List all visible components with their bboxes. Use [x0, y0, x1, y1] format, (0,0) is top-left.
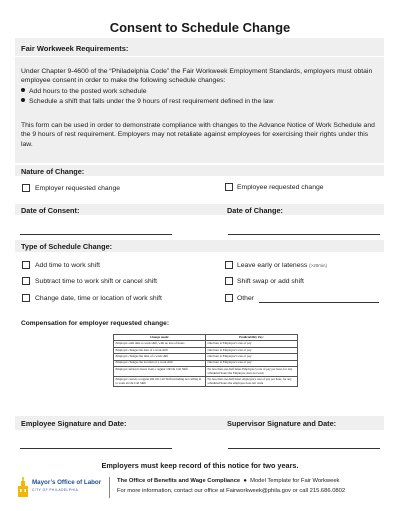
change-date-checkbox[interactable]: [22, 294, 30, 302]
date-of-change-label: Date of Change:: [227, 206, 283, 215]
table-cell: Employer subtracts hours from a regular OR On Call Shift: [114, 366, 206, 376]
requirements-bullet-1: [21, 87, 147, 96]
nature-label: Nature of Change:: [21, 167, 85, 176]
leave-early-note: (>20min): [309, 263, 328, 268]
requirements-paragraph-2: This form can be used in order to demonstrate compliance with changes to the Advance Notice of Work Schedule and the 9 hours of rest requirement. Employers may not retaliate against employees for exercising their rights under this law.: [21, 122, 375, 148]
city-hall-logo-icon: [17, 477, 29, 497]
template-note: Model Template for Fair Workweek: [250, 478, 340, 484]
table-row: [114, 366, 298, 376]
shift-swap-label: Shift swap or add shift: [237, 278, 304, 285]
leave-early-checkbox[interactable]: [225, 261, 233, 269]
employee-signature-label: Employee Signature and Date:: [21, 419, 127, 428]
subtract-time-checkbox[interactable]: [22, 277, 30, 285]
footer-office-line: The Office of Benefits and Wage Compliance ● Model Template for Fair Workweek: [117, 478, 340, 484]
logo-title: Mayor’s Office of Labor: [32, 479, 102, 486]
logo-subtitle: CITY OF PHILADELPHIA: [32, 488, 79, 492]
table-cell: One hour at Employee’s rate of pay: [206, 347, 298, 353]
employer-requested-label: Employer requested change: [35, 185, 121, 192]
employee-signature-field[interactable]: [20, 448, 172, 449]
record-keeping-note: Employers must keep record of this notice for two years.: [101, 461, 299, 470]
requirements-divider: [15, 56, 384, 57]
date-of-change-field[interactable]: [228, 234, 380, 235]
table-row: [114, 377, 298, 387]
other-checkbox[interactable]: [225, 294, 233, 302]
table-cell: Employer cancels a regular OR On Call Shift including not calling in to work an On Call Shift: [114, 377, 206, 387]
other-label: Other: [237, 295, 254, 302]
table-cell: One hour at Employee’s rate of pay: [206, 360, 298, 366]
table-cell: One hour at Employee’s rate of pay: [206, 354, 298, 360]
table-cell: Employer changes the time of a work shift: [114, 354, 206, 360]
office-name: The Office of Benefits and Wage Compliance: [117, 478, 241, 484]
compensation-table: [113, 334, 298, 387]
compensation-label: Compensation for employer requested change:: [21, 320, 170, 327]
table-header: Change made:: [114, 335, 206, 341]
table-cell: Employer adds time to work shift, with no loss of hours: [114, 341, 206, 347]
supervisor-signature-field[interactable]: [228, 448, 380, 449]
subtract-time-label: Subtract time to work shift or cancel shift: [35, 278, 158, 285]
bullet-dot-icon: [21, 88, 25, 92]
page-title: Consent to Schedule Change: [109, 20, 291, 35]
shift-swap-checkbox[interactable]: [225, 277, 233, 285]
supervisor-signature-label: Supervisor Signature and Date:: [227, 419, 337, 428]
employee-requested-label: Employee requested change: [237, 184, 324, 191]
footer-divider: [109, 477, 110, 498]
requirements-bullet-2: [21, 97, 273, 106]
add-time-checkbox[interactable]: [22, 261, 30, 269]
table-header: Predictability Pay:: [206, 335, 298, 341]
change-date-label: Change date, time or location of work shift: [35, 295, 162, 302]
bullet-text: Schedule a shift that falls under the 9 hours of rest requirement defined in the law: [29, 98, 274, 105]
add-time-label: Add time to work shift: [35, 262, 100, 269]
date-of-consent-label: Date of Consent:: [21, 206, 80, 215]
leave-early-label: [237, 262, 327, 269]
employer-requested-checkbox[interactable]: [22, 184, 30, 192]
table-cell: No less than one-half times Employee’s rate of pay per hour, for any scheduled hours the Employee does not work: [206, 366, 298, 376]
bullet-text: Add hours to the posted work schedule: [29, 88, 147, 95]
table-cell: Employer changes the date of a work shift: [114, 347, 206, 353]
table-cell: Employer changes the location of a work shift: [114, 360, 206, 366]
requirements-paragraph-1: Under Chapter 9-4600 of the “Philadelphia Code” the Fair Workweek Employment Standards, employers must obtain employee consent in order to make the following schedule changes:: [21, 68, 373, 85]
table-cell: One hour at Employee’s rate of pay: [206, 341, 298, 347]
other-field[interactable]: [259, 302, 379, 303]
table-cell: No less than one-half times employee’s rate of pay per hour, for any scheduled hours the employee does not work: [206, 377, 298, 387]
employee-requested-checkbox[interactable]: [225, 183, 233, 191]
requirements-heading: Fair Workweek Requirements:: [21, 44, 129, 53]
date-of-consent-field[interactable]: [20, 234, 172, 235]
footer-contact: For more information, contact our office at Fairworkweek@phila.gov or call 215.686.0802: [117, 488, 346, 494]
bullet-dot-icon: [21, 98, 25, 102]
leave-early-text: Leave early or lateness: [237, 262, 308, 269]
type-label: Type of Schedule Change:: [21, 242, 113, 251]
